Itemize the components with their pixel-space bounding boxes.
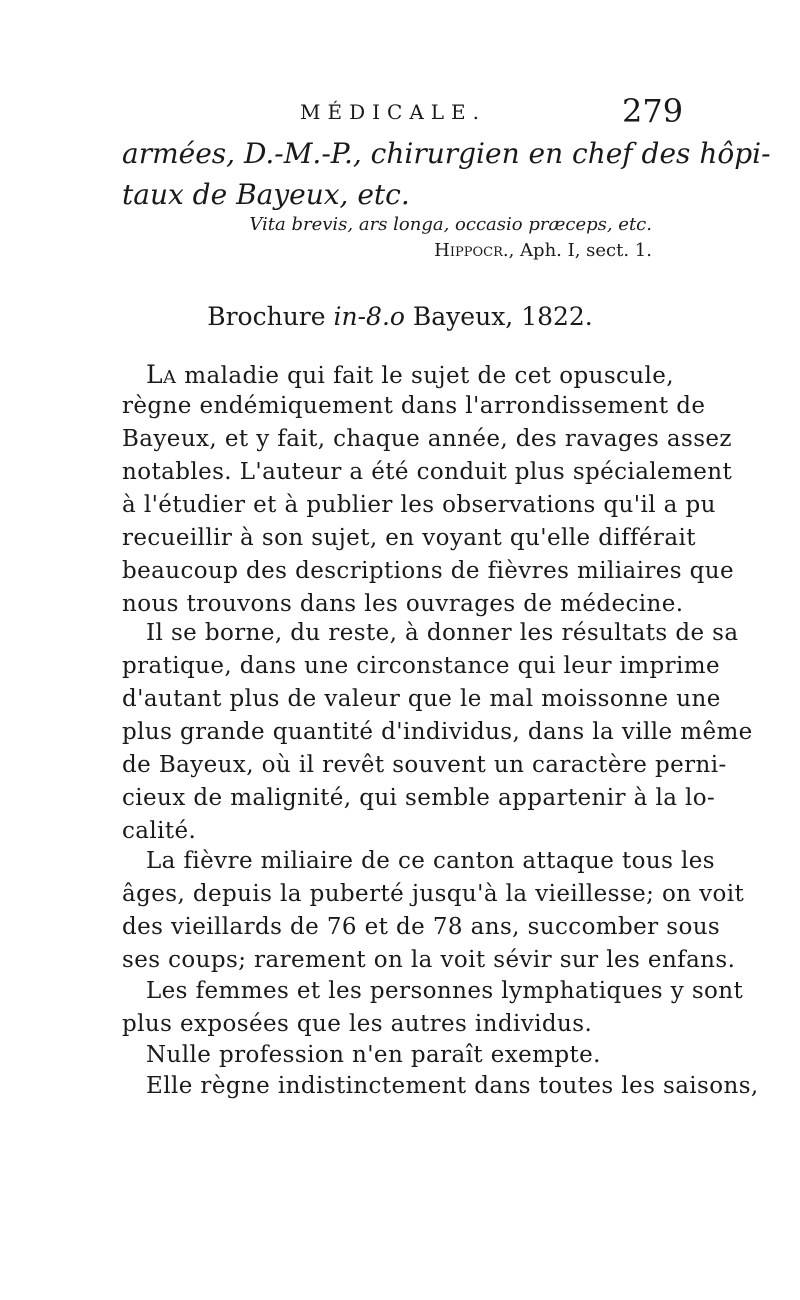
paragraph-3-line-1: La fièvre miliaire de ce canton attaque tous les (146, 848, 715, 874)
publication-place-date: Bayeux, 1822. (404, 302, 593, 331)
running-title: MÉDICALE. (300, 100, 486, 124)
epigraph-quote: Vita brevis, ars longa, occasio præceps, etc. (249, 214, 652, 235)
epigraph-source (434, 240, 652, 261)
paragraph-4-line-2: plus exposées que les autres individus. (122, 1011, 593, 1037)
intro-line-2: taux de Bayeux, etc. (122, 178, 410, 211)
paragraph-1-line-4: notables. L'auteur a été conduit plus spécialement (122, 459, 733, 485)
paragraph-2-line-3: d'autant plus de valeur que le mal moissonne une (122, 686, 721, 712)
paragraph-2-line-4: plus grande quantité d'individus, dans la ville même (122, 719, 753, 745)
paragraph-2-line-7: calité. (122, 818, 197, 844)
intro-line-1: armées, D.-M.-P., chirurgien en chef des hôpi- (122, 137, 771, 170)
paragraph-1-line-3: Bayeux, et y fait, chaque année, des ravages assez (122, 426, 732, 452)
paragraph-5-line-1: Nulle profession n'en paraît exempte. (146, 1042, 601, 1068)
paragraph-3-line-3: des vieillards de 76 et de 78 ans, succomber sous (122, 914, 721, 940)
publication-line (0, 302, 800, 331)
paragraph-2-line-5: de Bayeux, où il revêt souvent un caractère perni- (122, 752, 727, 778)
paragraph-1-line-7: beaucoup des descriptions de fièvres miliaires que (122, 558, 735, 584)
paragraph-1-line-8: nous trouvons dans les ouvrages de médecine. (122, 591, 684, 617)
paragraph-6-line-1: Elle règne indistinctement dans toutes les saisons, (146, 1073, 759, 1099)
dropcap: La (146, 360, 177, 389)
publication-prefix: Brochure (207, 302, 334, 331)
paragraph-1-line-6: recueillir à son sujet, en voyant qu'elle différait (122, 525, 696, 551)
paragraph-1-line-1: La maladie qui fait le sujet de cet opuscule, (146, 360, 674, 389)
publication-format: in-8.o (333, 302, 405, 331)
paragraph-1-line-5: à l'étudier et à publier les observations qu'il a pu (122, 492, 716, 518)
epigraph-reference: , Aph. I, sect. 1. (508, 240, 652, 261)
running-head (0, 92, 800, 132)
paragraph-4-line-1: Les femmes et les personnes lymphatiques y sont (146, 978, 744, 1004)
page-number: 279 (622, 92, 684, 130)
paragraph-2-line-1: Il se borne, du reste, à donner les résultats de sa (146, 620, 739, 646)
paragraph-3-line-4: ses coups; rarement on la voit sévir sur les enfans. (122, 947, 736, 973)
paragraph-2-line-6: cieux de malignité, qui semble appartenir à la lo- (122, 785, 716, 811)
paragraph-3-line-2: âges, depuis la puberté jusqu'à la vieillesse; on voit (122, 881, 745, 907)
paragraph-2-line-2: pratique, dans une circonstance qui leur imprime (122, 653, 721, 679)
epigraph-author: Hippocr. (434, 240, 509, 261)
paragraph-1-line-2: règne endémiquement dans l'arrondissement de (122, 393, 706, 419)
